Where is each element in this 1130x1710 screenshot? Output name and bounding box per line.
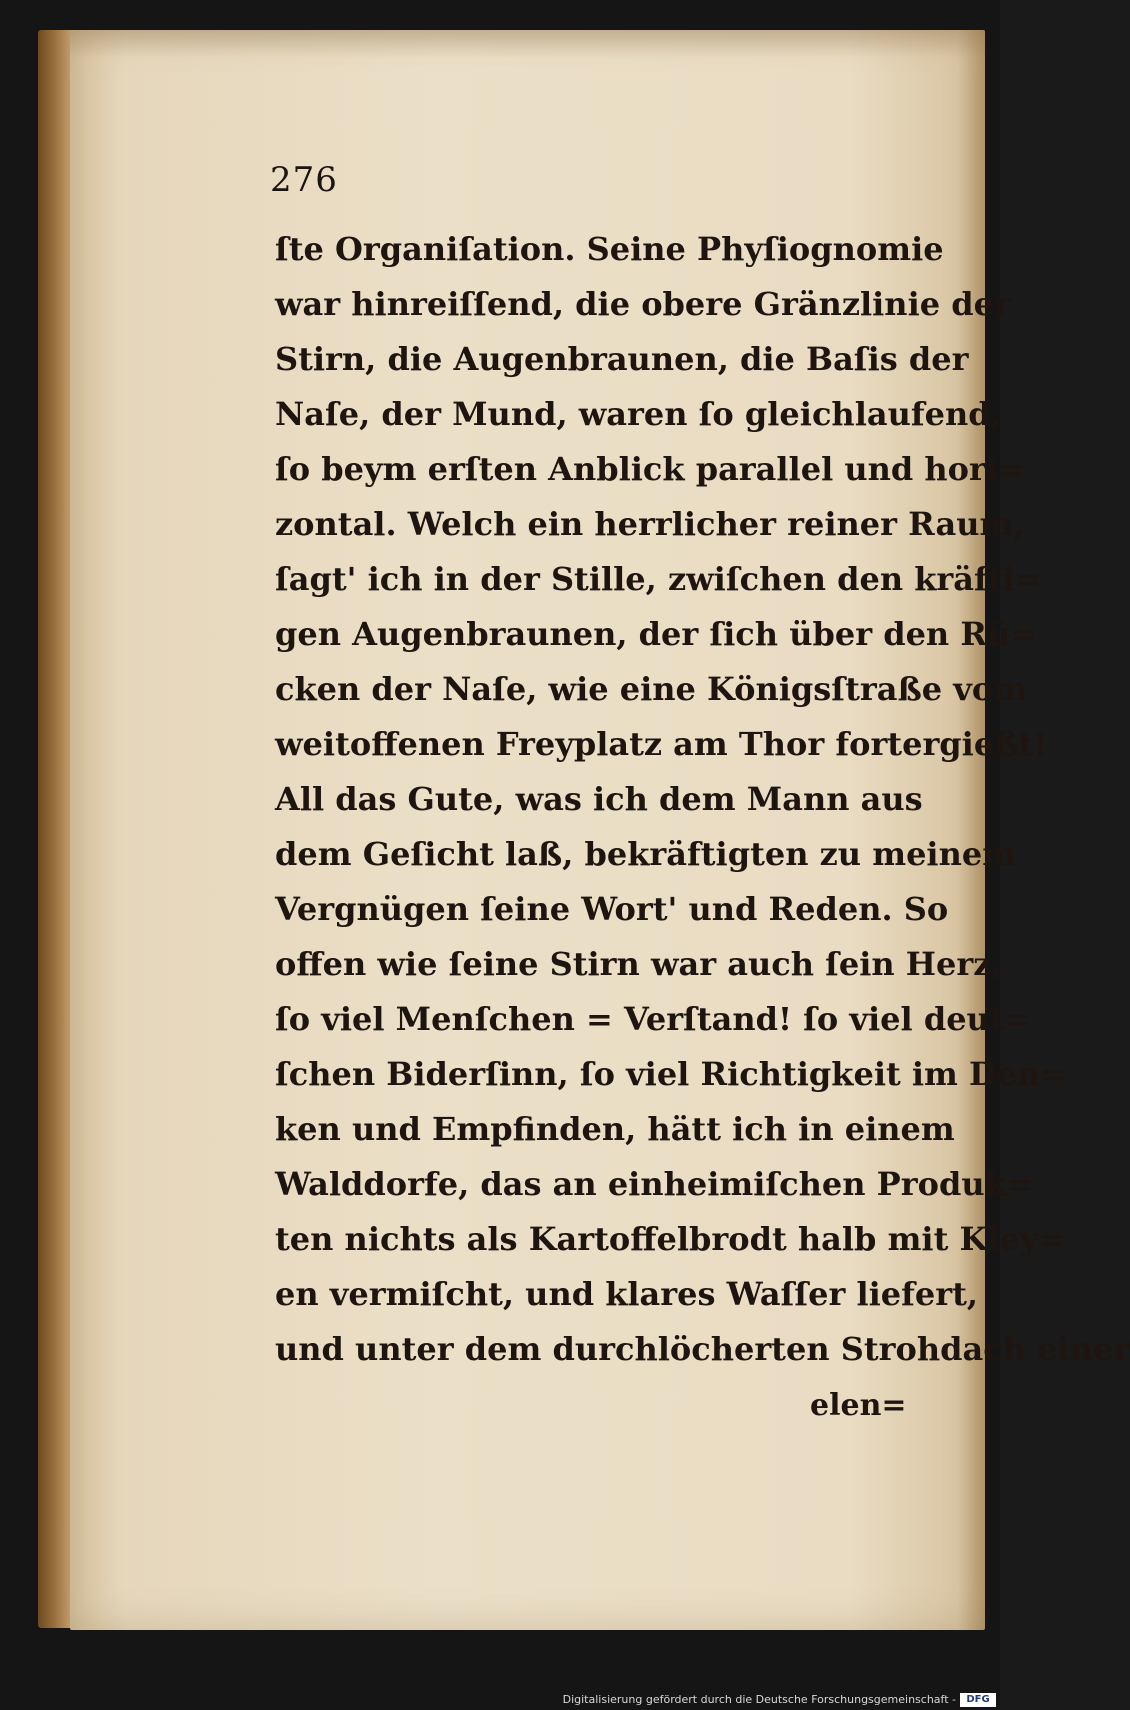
text-line: ſagt' ich in der Stille, zwiſchen den kräfti= (275, 560, 1042, 598)
text-line: offen wie ſeine Stirn war auch ſein Herz, (275, 945, 1003, 983)
digitization-credit: Digitalisierung gefördert durch die Deutsche Forschungsgemeinschaft - (562, 1693, 956, 1706)
text-line: war hinreiſſend, die obere Gränzlinie der (275, 285, 1011, 323)
text-line: gen Augenbraunen, der ſich über den Rü= (275, 615, 1037, 653)
text-line: Vergnügen ſeine Wort' und Reden. So (275, 890, 949, 928)
text-line: ſte Organiſation. Seine Phyſiognomie (275, 230, 944, 268)
text-line: weitoffenen Freyplatz am Thor fortergießt! (275, 725, 1048, 763)
text-line: dem Geſicht laß, bekräftigten zu meinem (275, 835, 1017, 873)
catchword: elen= (810, 1388, 907, 1423)
text-line: und unter dem durchlöcherten Strohdach einer (275, 1330, 1130, 1368)
text-line: cken der Naſe, wie eine Königsſtraße vom (275, 670, 1028, 708)
text-line: ten nichts als Kartoffelbrodt halb mit Kley= (275, 1220, 1066, 1258)
text-line: ken und Empfinden, hätt ich in einem (275, 1110, 955, 1148)
text-line: Naſe, der Mund, waren ſo gleichlaufend, (275, 395, 1002, 433)
page-top-shadow (70, 30, 985, 58)
dfg-logo: DFG (960, 1693, 996, 1707)
text-line: zontal. Welch ein herrlicher reiner Raum, (275, 505, 1025, 543)
body-text (275, 222, 1130, 1377)
text-line: ſo viel Menſchen = Verſtand! ſo viel deut= (275, 1000, 1032, 1038)
text-line: en vermiſcht, und klares Waſſer liefert, (275, 1275, 979, 1313)
page-number: 276 (270, 160, 338, 200)
text-line: Stirn, die Augenbraunen, die Baſis der (275, 340, 969, 378)
text-line: All das Gute, was ich dem Mann aus (275, 780, 923, 818)
text-line: ſo beym erſten Anblick parallel und hori= (275, 450, 1025, 488)
text-line: ſchen Biderſinn, ſo viel Richtigkeit im Den= (275, 1055, 1068, 1093)
text-line: Walddorfe, das an einheimiſchen Produk= (275, 1165, 1034, 1203)
